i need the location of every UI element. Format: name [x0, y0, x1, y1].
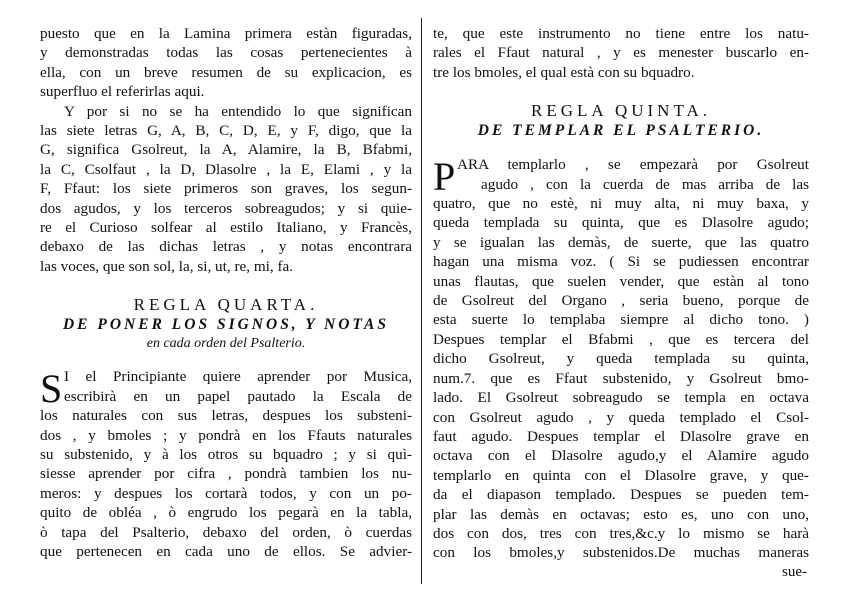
text-line: su substenido, y à los otros su bquadro ; y si quì-: [40, 445, 412, 463]
left-paragraph-2: [40, 102, 412, 277]
right-column: [433, 24, 809, 582]
section-subheading: DE PONER LOS SIGNOS, Y NOTAS: [62, 316, 390, 334]
right-paragraph-1: [433, 24, 809, 82]
text-line: G, significa Gsolreut, la A, Alamire, la B, Bfabmi,: [40, 141, 412, 159]
text-line: de Gsolreut del Organo , seria bueno, porque de: [433, 292, 809, 310]
text-line: que pertenecen en cada uno de ellos. Se advier-: [40, 542, 412, 560]
text-line: superfluo el referirlas aqui.: [40, 83, 205, 101]
text-line: Y por si no se ha entendido lo que significan: [64, 102, 412, 120]
text-line: ò tapa del Psalterio, debaxo del orden, ò cuerdas: [40, 523, 412, 541]
text-line: ARA templarlo , se empezarà por Gsolreut: [457, 156, 809, 174]
catchword: sue-: [782, 563, 807, 580]
drop-cap: S: [40, 366, 63, 412]
text-line: hagan una misma voz. ( Si se pudiessen encontrar: [433, 253, 809, 271]
text-line: Despues templar el Bfabmi , que es tercera del: [433, 330, 809, 348]
section-heading: REGLA QUARTA.: [133, 295, 319, 315]
text-line: I el Principiante quiere aprender por Musica,: [64, 368, 412, 386]
text-line: escribirà en un papel pautado la Escala de: [64, 387, 412, 405]
section-subheading: DE TEMPLAR EL PSALTERIO.: [477, 122, 765, 140]
text-line: rales el Ffaut natural , y es menester buscarlo en-: [433, 44, 809, 62]
section-subheading-italic: en cada orden del Psalterio.: [146, 336, 306, 352]
text-line: y demonstradas todas las cosas pertenecientes à: [40, 44, 412, 62]
text-line: los naturales con sus letras, despues los substeni-: [40, 407, 412, 425]
text-line: las siete letras G, A, B, C, D, E, y F, digo, que la: [40, 122, 412, 140]
text-line: unas flautas, que suelen vender, que estàn al tono: [433, 272, 809, 290]
left-column: [40, 24, 412, 561]
text-line: da el diapason templado. Despues se pueden tem-: [433, 486, 809, 504]
text-line: dicho Gsolreut, y queda templada su quinta,: [433, 350, 809, 368]
text-line: octava con el Dlasolre agudo,y el Alamire agudo: [433, 447, 809, 465]
text-line: con Gsolreut agudo , y queda templado el Csol-: [433, 408, 809, 426]
text-line: agudo , con la cuerda de mas arriba de las: [481, 175, 809, 193]
text-line: F, Ffaut: los siete primeros son graves, los segun-: [40, 180, 412, 198]
text-line: queda templada su quinta, que es Dlasolre agudo;: [433, 214, 809, 232]
text-line: quito de obléa , ò engrudo los pegarà en la tabla,: [40, 504, 412, 522]
text-line: num.7. que es Ffaut substenido, y Gsolreut bmo-: [433, 369, 809, 387]
text-line: quatro, que no estè, ni muy alta, ni muy baxa, y: [433, 195, 809, 213]
left-paragraph-1: [40, 24, 412, 102]
text-line: dos , y bmoles ; y pondrà en los Ffauts naturales: [40, 426, 412, 444]
text-line: te, que este instrumento no tiene entre los natu-: [433, 25, 809, 42]
text-line: re el Curioso solfear al estilo Italiano, y Francès,: [40, 219, 412, 237]
text-line: con los bmoles,y substenidos.De muchas maneras: [433, 544, 809, 562]
text-line: debaxo de las dichas letras , y notas encontrara: [40, 238, 412, 256]
text-line: faut agudo. Despues templar el Dlasolre grave en: [433, 427, 809, 445]
text-line: siesse aprender por cifra , pondrà tambien los nu-: [40, 465, 412, 483]
text-line: esta suerte lo templaba siempre al dicho tono. ): [433, 311, 809, 329]
text-line: las voces, que son sol, la, si, ut, re, mi, fa.: [40, 257, 294, 275]
text-line: dos con dos, tres con tres,&c.y lo mismo se harà: [433, 524, 809, 542]
text-line: dos agudos, y los terceros sobreagudos; y si quie-: [40, 199, 412, 217]
text-line: tre los bmoles, el qual està con su bquadro.: [433, 63, 695, 81]
right-paragraph-2: [433, 155, 809, 563]
text-line: y se igualan las demàs, de suerte, que las quatro: [433, 233, 809, 251]
text-line: la C, Csolfaut , la D, Dlasolre , la E, Elami , y la: [40, 160, 412, 178]
left-paragraph-3: [40, 367, 412, 561]
text-line: puesto que en la Lamina primera estàn figuradas,: [40, 25, 412, 42]
text-line: ella, con un breve resumen de su explicacion, es: [40, 63, 412, 81]
text-line: meros: y despues los cortarà todos, y con un po-: [40, 484, 412, 502]
text-line: templarlo en quinta con el Dlasolre grave, y que-: [433, 466, 809, 484]
column-divider: [421, 18, 422, 584]
section-heading: REGLA QUINTA.: [530, 101, 711, 121]
text-line: plar las demàs en octavas; esto es, uno con uno,: [433, 505, 809, 523]
drop-cap: P: [433, 154, 456, 200]
text-line: lado. El Gsolreut sobreagudo se templa en octava: [433, 389, 809, 407]
